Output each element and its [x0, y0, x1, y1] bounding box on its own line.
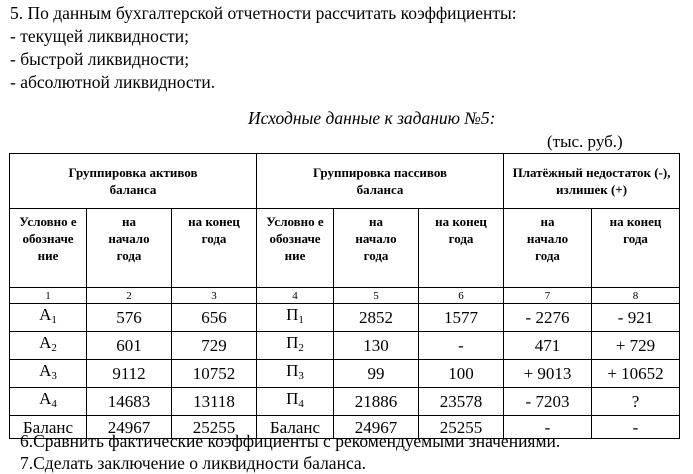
liability-code: $П_4$: [257, 388, 334, 416]
column-number: 2: [87, 288, 172, 304]
asset-end-value: 10752: [172, 360, 257, 388]
asset-code: $А_3$: [10, 360, 87, 388]
asset-start-value: 24967: [87, 416, 172, 439]
asset-code: $А_2$: [10, 332, 87, 360]
liability-start-value: 2852: [334, 304, 419, 332]
col-header-asset-end: на конец года: [172, 209, 257, 288]
asset-start-value: 14683: [87, 388, 172, 416]
liability-end-value: -: [419, 332, 504, 360]
column-number: 5: [334, 288, 419, 304]
col-header-liab-label: Условно е обозначе ние: [257, 209, 334, 288]
deficit-start-value: 471: [504, 332, 592, 360]
col-header-asset-label: Условно е обозначе ние: [10, 209, 87, 288]
asset-code: $А_1$: [10, 304, 87, 332]
liability-start-value: 99: [334, 360, 419, 388]
column-number-row: [10, 288, 680, 304]
table-row: [10, 332, 680, 360]
liability-code: $П_1$: [257, 304, 334, 332]
column-number: 8: [592, 288, 680, 304]
deficit-end-value: -: [592, 416, 680, 439]
deficit-surplus-header: Платёжный недостаток (-), излишек (+): [504, 154, 680, 209]
task-item: - абсолютной ликвидности.: [10, 72, 216, 92]
liability-start-value: 21886: [334, 388, 419, 416]
liability-balance-label: Баланс: [257, 416, 334, 439]
liability-end-value: 100: [419, 360, 504, 388]
asset-end-value: 656: [172, 304, 257, 332]
task-item: - текущей ликвидности;: [10, 26, 189, 46]
asset-start-value: 9112: [87, 360, 172, 388]
asset-end-value: 729: [172, 332, 257, 360]
deficit-start-value: -: [504, 416, 592, 439]
deficit-end-value: - 921: [592, 304, 680, 332]
footer-tasks: [20, 430, 560, 474]
column-number: 6: [419, 288, 504, 304]
col-header-asset-start: на начало года: [87, 209, 172, 288]
col-header-liab-end: на конец года: [419, 209, 504, 288]
asset-end-value: 13118: [172, 388, 257, 416]
col-header-deficit-end: на конец года: [592, 209, 680, 288]
asset-balance-label: Баланс: [10, 416, 87, 439]
liability-start-value: 130: [334, 332, 419, 360]
asset-code: $А_4$: [10, 388, 87, 416]
assets-group-header: Группировка активов баланса: [10, 154, 257, 209]
liability-end-value: 1577: [419, 304, 504, 332]
asset-start-value: 601: [87, 332, 172, 360]
deficit-end-value: + 10652: [592, 360, 680, 388]
deficit-start-value: + 9013: [504, 360, 592, 388]
liabilities-group-header: Группировка пассивов баланса: [257, 154, 504, 209]
liability-code: $П_3$: [257, 360, 334, 388]
task-title: 5. По данным бухгалтерской отчетности рассчитать коэффициенты:: [10, 3, 517, 23]
liability-code: $П_2$: [257, 332, 334, 360]
task-statement: [10, 2, 517, 94]
table-caption: Исходные данные к заданию №5:: [248, 108, 496, 128]
liability-end-value: 25255: [419, 416, 504, 439]
footer-task: 7.Сделать заключение о ликвидности баланса.: [20, 453, 367, 473]
deficit-end-value: + 729: [592, 332, 680, 360]
column-number: 3: [172, 288, 257, 304]
units-label: (тыс. руб.): [547, 132, 623, 151]
liability-start-value: 24967: [334, 416, 419, 439]
table-row: [10, 360, 680, 388]
deficit-end-value: ?: [592, 388, 680, 416]
column-number: 4: [257, 288, 334, 304]
footer-task: 6.Сравнить фактические коэффициенты с рекомендуемыми значениями.: [20, 431, 561, 451]
col-header-liab-start: на начало года: [334, 209, 419, 288]
col-header-deficit-start: на начало года: [504, 209, 592, 288]
liability-end-value: 23578: [419, 388, 504, 416]
table-row: [10, 388, 680, 416]
column-number: 7: [504, 288, 592, 304]
asset-end-value: 25255: [172, 416, 257, 439]
deficit-start-value: - 7203: [504, 388, 592, 416]
asset-start-value: 576: [87, 304, 172, 332]
task-item: - быстрой ликвидности;: [10, 49, 190, 69]
table-row: [10, 304, 680, 332]
deficit-start-value: - 2276: [504, 304, 592, 332]
column-number: 1: [10, 288, 87, 304]
liquidity-table: [9, 153, 680, 439]
